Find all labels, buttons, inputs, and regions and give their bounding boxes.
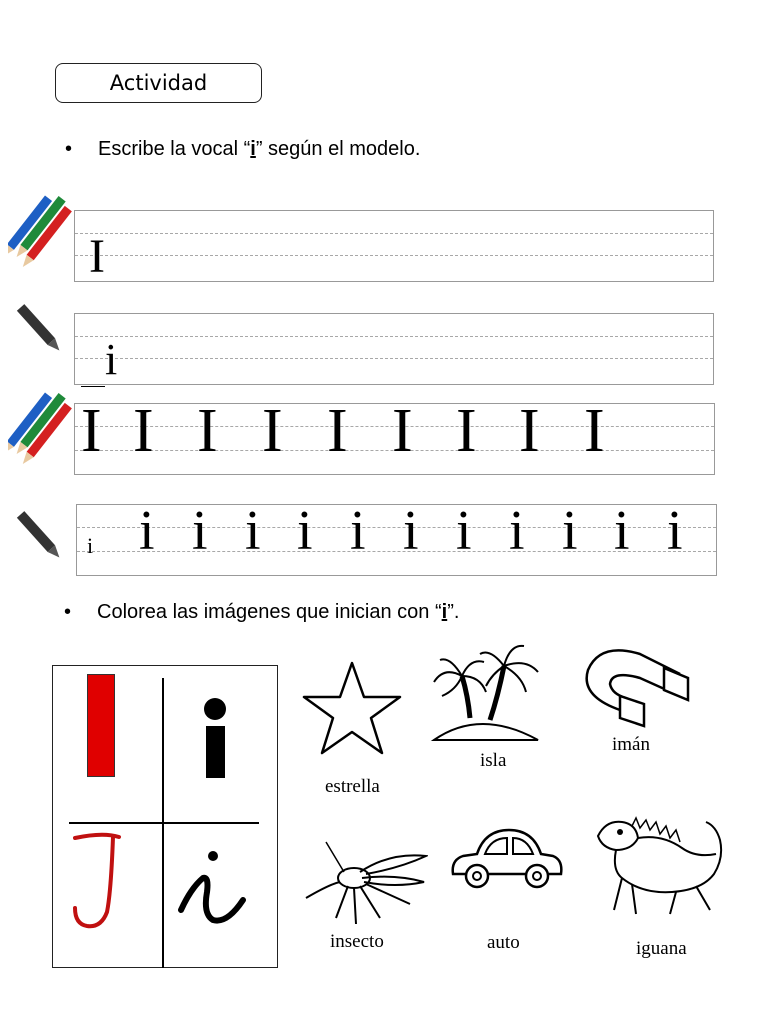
trace-letter: i bbox=[614, 500, 630, 562]
trace-letter: I bbox=[262, 397, 283, 465]
small-model-letter: i bbox=[87, 533, 94, 558]
image-label: imán bbox=[612, 734, 650, 755]
trace-letter: I bbox=[133, 397, 154, 465]
instruction-text: Colorea las imágenes que inician con “ bbox=[97, 601, 442, 623]
trace-letter: i bbox=[192, 500, 208, 562]
activity-title: Actividad bbox=[55, 63, 262, 103]
instruction-letter: i bbox=[441, 601, 448, 623]
trace-letter: i bbox=[562, 500, 578, 562]
trace-letter: i bbox=[403, 500, 419, 562]
instruction-write bbox=[65, 138, 421, 161]
trace-letter: I bbox=[519, 397, 540, 465]
trace-letter: I bbox=[81, 397, 102, 465]
trace-letter: i bbox=[667, 500, 683, 562]
black-pencil-icon bbox=[12, 298, 68, 360]
trace-letter: I bbox=[327, 397, 348, 465]
trace-letter: I bbox=[456, 397, 477, 465]
iguana-icon bbox=[592, 814, 736, 918]
trace-letter: I bbox=[197, 397, 218, 465]
image-label: isla bbox=[480, 750, 507, 771]
image-label: iguana bbox=[636, 938, 687, 959]
writing-band-3 bbox=[74, 397, 715, 475]
trace-letter: I bbox=[584, 397, 605, 465]
palm-island-icon bbox=[430, 636, 542, 744]
image-label: auto bbox=[487, 932, 520, 953]
letter-card bbox=[52, 665, 278, 968]
model-letter: I bbox=[89, 230, 105, 283]
mosquito-icon bbox=[300, 838, 428, 928]
instruction-color bbox=[64, 601, 460, 624]
trace-letter: i bbox=[139, 500, 155, 562]
trace-letter: i bbox=[297, 500, 313, 562]
cursive-lowercase-i bbox=[177, 848, 249, 932]
bullet-dot: • bbox=[65, 138, 73, 160]
image-label: insecto bbox=[330, 931, 384, 952]
writing-band-4 bbox=[76, 500, 717, 576]
magnet-icon bbox=[580, 644, 692, 730]
colored-pencils-icon bbox=[8, 392, 72, 474]
instruction-text: Escribe la vocal “ bbox=[98, 138, 251, 160]
writing-band-1 bbox=[74, 210, 714, 282]
image-label: estrella bbox=[325, 776, 380, 797]
card-divider-horizontal bbox=[69, 822, 259, 824]
car-icon bbox=[449, 824, 565, 894]
instruction-text-end: ” según el modelo. bbox=[255, 138, 421, 160]
star-icon bbox=[302, 660, 402, 756]
trace-letter: i bbox=[350, 500, 366, 562]
trace-letter: I bbox=[392, 397, 413, 465]
cursive-uppercase-i bbox=[69, 832, 133, 936]
trace-letter: i bbox=[456, 500, 472, 562]
trace-letter: i bbox=[509, 500, 525, 562]
bullet-dot: • bbox=[64, 601, 72, 623]
uppercase-i-block bbox=[87, 674, 115, 777]
trace-letter: i bbox=[245, 500, 261, 562]
model-letter: i bbox=[105, 335, 118, 384]
black-pencil-icon bbox=[12, 505, 68, 567]
lowercase-i-stem bbox=[206, 726, 225, 778]
instruction-text-end: ”. bbox=[447, 601, 460, 623]
writing-band-2 bbox=[74, 313, 714, 385]
colored-pencils-icon bbox=[8, 195, 72, 277]
instruction-letter: i bbox=[250, 138, 256, 160]
lowercase-i-dot bbox=[204, 698, 226, 720]
underline-mark bbox=[81, 386, 105, 387]
